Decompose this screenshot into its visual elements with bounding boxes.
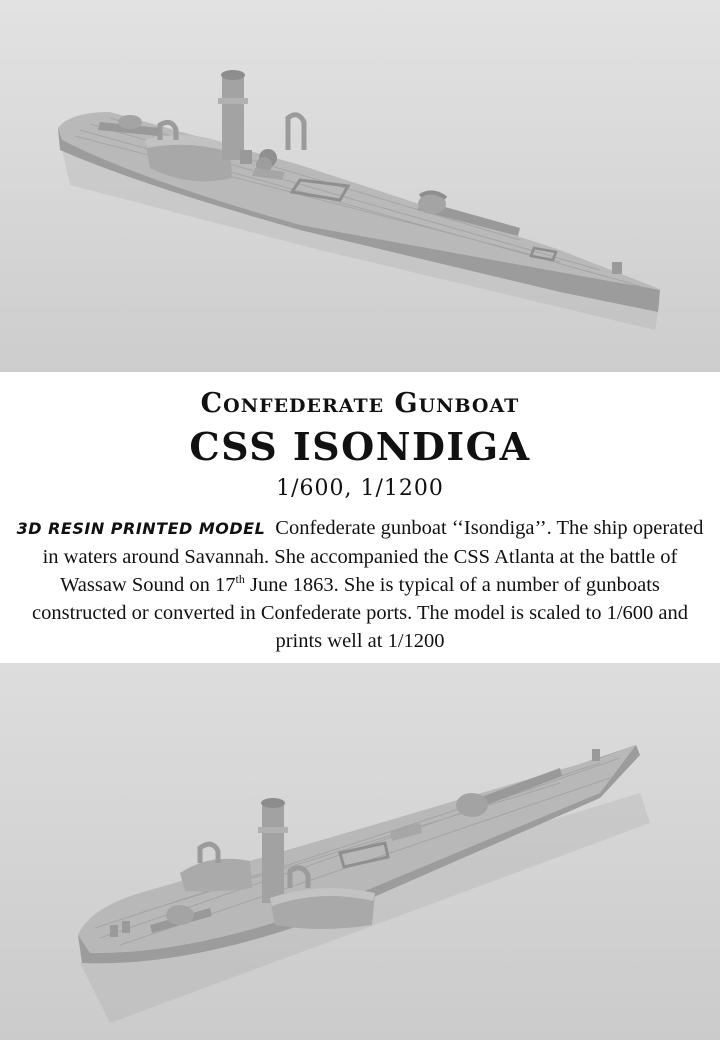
top-model-render bbox=[0, 0, 720, 372]
description-text-end: June 1863. She is typical of a number of gunboats constructed or converted in Confederate ports. The model is scaled to 1/600 and prints well at 1/1200 bbox=[32, 574, 688, 652]
scale-options: 1/600, 1/1200 bbox=[276, 476, 444, 501]
model-type-tag: 3D RESIN PRINTED MODEL bbox=[16, 519, 266, 538]
ship-title: CSS ISONDIGA bbox=[189, 424, 531, 469]
bottom-model-render bbox=[0, 663, 720, 1040]
product-info bbox=[0, 372, 720, 663]
description bbox=[12, 514, 708, 655]
ordinal-suffix: th bbox=[235, 572, 245, 587]
description-text: Confederate gunboat ‘‘Isondiga’’. The ship operated in waters around Savannah. She accompanied the CSS Atlanta at the battle of Wassaw Sound on 17 bbox=[42, 517, 704, 596]
subtitle: Confederate Gunboat bbox=[200, 388, 520, 419]
